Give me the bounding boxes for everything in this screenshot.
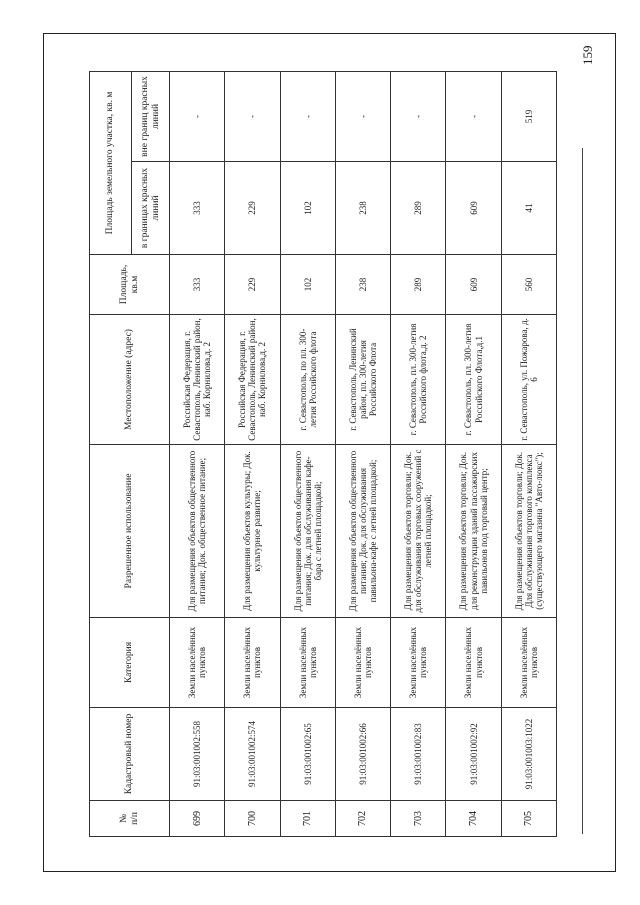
cell-usage: Для размещения объектов общественного питания; Док. для обслуживания кафе-бара с летней площадкой;	[280, 445, 335, 618]
table-row	[225, 71, 280, 836]
cell-num: 703	[391, 801, 446, 837]
cell-outside: -	[280, 71, 335, 161]
cell-cadastral: 91:03:001002:558	[170, 708, 225, 801]
cell-cadastral: 91:03:001002:92	[446, 708, 501, 801]
rotated-table-container	[89, 72, 557, 837]
cell-location: г. Севастополь, ул. Пожарова, д. 6	[501, 315, 556, 445]
cell-usage: Для размещения объектов общественного питания; Док. для обслуживания павильона-кафе с летней площадкой;	[335, 445, 390, 618]
header-location: Местоположение (адрес)	[90, 315, 170, 445]
header-usage: Разрешенное использование	[90, 445, 170, 618]
header-area: Площадь, кв.м	[90, 255, 170, 315]
cell-num: 705	[501, 801, 556, 837]
cell-cadastral: 91:03:001002:66	[335, 708, 390, 801]
cell-category: Земли населённых пунктов	[280, 618, 335, 708]
table-row	[170, 71, 225, 836]
cell-area: 609	[446, 255, 501, 315]
cell-outside: -	[225, 71, 280, 161]
cell-usage: Для размещения объектов общественного питания; Док. общественное питание;	[170, 445, 225, 618]
table-row	[335, 71, 390, 836]
page-number: 159	[580, 45, 595, 65]
cell-within: 289	[391, 162, 446, 255]
cell-location: г. Севастополь, пл. 300-летия Российского Флота,д.1	[446, 315, 501, 445]
cell-usage: Для размещения объектов торговли; Док. Для обслуживания торгового комплекса (существующего магазина "Авто-люкс");	[501, 445, 556, 618]
cell-area: 229	[225, 255, 280, 315]
cell-cadastral: 91:03:001002:574	[225, 708, 280, 801]
header-num: № п/п	[90, 801, 170, 837]
cell-outside: -	[335, 71, 390, 161]
cell-outside: -	[446, 71, 501, 161]
cell-num: 700	[225, 801, 280, 837]
cell-category: Земли населённых пунктов	[170, 618, 225, 708]
land-registry-table	[89, 71, 557, 837]
cell-outside: -	[391, 71, 446, 161]
header-category: Категория	[90, 618, 170, 708]
cell-area: 102	[280, 255, 335, 315]
cell-usage: Для размещения объектов торговли; Док. для реконструкции зданий пассажирских павильонов под торговый центр;	[446, 445, 501, 618]
cell-within: 609	[446, 162, 501, 255]
cell-area: 289	[391, 255, 446, 315]
table-row	[391, 71, 446, 836]
cell-location: Российская Федерация, г. Севастополь, Ленинский район, наб. Корнилова,д. 2	[170, 315, 225, 445]
cell-outside: -	[170, 71, 225, 161]
cell-num: 701	[280, 801, 335, 837]
cell-area: 333	[170, 255, 225, 315]
cell-cadastral: 91:03:001002:65	[280, 708, 335, 801]
cell-num: 699	[170, 801, 225, 837]
cell-category: Земли населённых пунктов	[225, 618, 280, 708]
cell-area: 560	[501, 255, 556, 315]
cell-location: г. Севастополь, по пл. 300-летия Российского флота	[280, 315, 335, 445]
table-row	[280, 71, 335, 836]
cell-cadastral: 91:03:001003:1022	[501, 708, 556, 801]
cell-within: 41	[501, 162, 556, 255]
cell-location: Российская Федерация, г. Севастополь, Ленинский район, наб. Корнилова,д. 2	[225, 315, 280, 445]
page-rule	[582, 148, 583, 834]
header-within: в границах красных линий	[132, 162, 170, 255]
cell-category: Земли населённых пунктов	[391, 618, 446, 708]
header-land-area: Площадь земельного участка, кв. м	[90, 71, 132, 254]
cell-category: Земли населённых пунктов	[446, 618, 501, 708]
cell-category: Земли населённых пунктов	[335, 618, 390, 708]
cell-usage: Для размещения объектов культуры; Док. культурное развитие;	[225, 445, 280, 618]
cell-num: 702	[335, 801, 390, 837]
cell-within: 229	[225, 162, 280, 255]
header-outside: вне границ красных линий	[132, 71, 170, 161]
cell-num: 704	[446, 801, 501, 837]
cell-usage: Для размещения объектов торговли; Док. для обслуживания торговых сооружений с летней площадкой;	[391, 445, 446, 618]
cell-location: г. Севастополь, пл. 300-летия Российского флота,д. 2	[391, 315, 446, 445]
cell-cadastral: 91:03:001002:83	[391, 708, 446, 801]
table-row	[446, 71, 501, 836]
cell-location: г. Севастополь, Ленинский район, пл. 300-летия Российского Флота	[335, 315, 390, 445]
cell-within: 102	[280, 162, 335, 255]
cell-outside: 519	[501, 71, 556, 161]
cell-area: 238	[335, 255, 390, 315]
cell-within: 333	[170, 162, 225, 255]
header-cadastral: Кадастровый номер	[90, 708, 170, 801]
cell-category: Земли населённых пунктов	[501, 618, 556, 708]
cell-within: 238	[335, 162, 390, 255]
table-row	[501, 71, 556, 836]
table-body	[170, 71, 557, 836]
